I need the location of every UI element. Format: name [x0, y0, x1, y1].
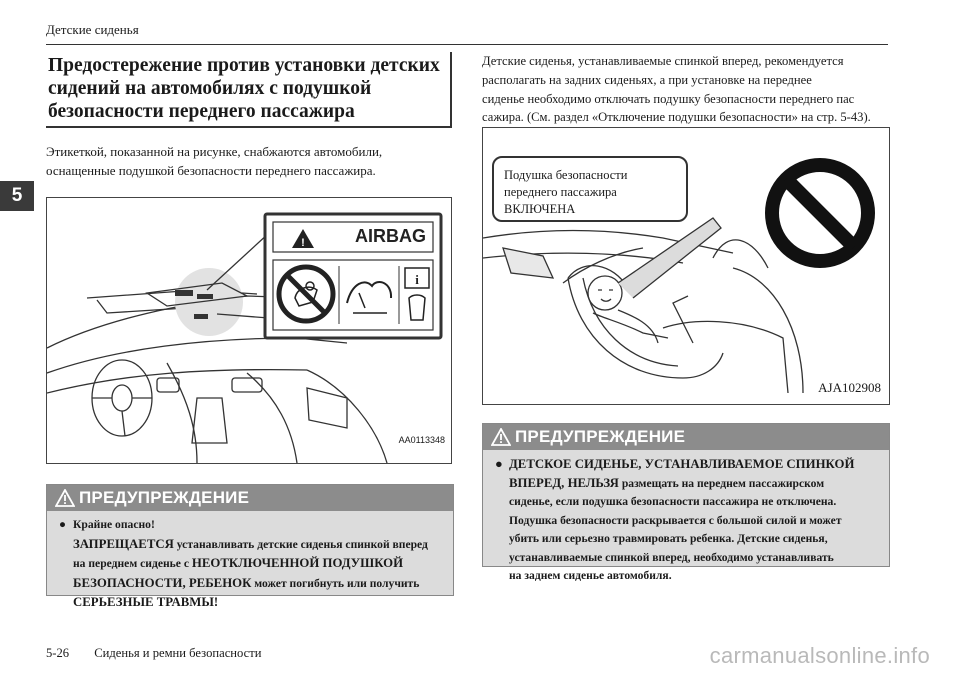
warning-box-right [482, 423, 890, 582]
bullet-icon: ● [495, 457, 503, 471]
running-header: Детские сиденья [46, 22, 139, 37]
warning-line-7: на заднем сиденье автомобиля. [509, 569, 672, 582]
intro-line-1: Этикеткой, показанной на рисунке, снабжаются автомобили, [46, 144, 383, 159]
heading-line-3: безопасности переднего пассажира [48, 101, 355, 122]
warning-title: ПРЕДУПРЕЖДЕНИЕ [79, 488, 250, 507]
page-number: 5-26 [46, 646, 70, 660]
heading-line-1: Предостережение против установки детских [48, 55, 440, 76]
warning-lead-line [59, 516, 443, 535]
recommendation-line-1: Детские сиденья, устанавливаемые спинкой вперед, рекомендуется [482, 54, 844, 68]
page-footer [46, 646, 261, 661]
warning-line-2 [59, 554, 443, 574]
figure1-code: AA0113348 [398, 435, 445, 445]
warning-header [483, 424, 889, 450]
bullet-icon: ● [59, 518, 67, 531]
recommendation-line-4: сажира. (См. раздел «Отключение подушки безопасности» на стр. 5-43). [482, 110, 871, 125]
chapter-tab: 5 [0, 181, 34, 211]
warning-line-4: СЕРЬЕЗНЫЕ ТРАВМЫ! [73, 595, 219, 609]
warning-line-2 [495, 474, 879, 494]
section-heading [46, 52, 452, 128]
intro-line-2: оснащенные подушкой безопасности переднего пассажира. [46, 163, 376, 178]
warning-line-6: устанавливаемые спинкой вперед, необходимо устанавливать [509, 550, 834, 564]
footer-section-title: Сиденья и ремни безопасности [94, 646, 262, 660]
warning-triangle-icon [491, 428, 511, 446]
recommendation-line-3: сиденье необходимо отключать подушку безопасности переднего пас [482, 91, 855, 106]
heading-line-2: сидений на автомобилях с подушкой [48, 78, 372, 99]
warning-line-3 [59, 574, 443, 594]
warning-caps: ДЕТСКОЕ СИДЕНЬЕ, УСТАНАВЛИВАЕМОЕ СПИНКОЙ [509, 457, 855, 471]
warning-triangle-icon [55, 489, 75, 507]
warning-title: ПРЕДУПРЕЖДЕНИЕ [515, 427, 686, 446]
warning-text: размещать на переднем пассажирском [618, 476, 825, 490]
callout-line-2: переднего пассажира [504, 185, 617, 199]
callout-line-1: Подушка безопасности [504, 168, 628, 182]
svg-text:!: ! [301, 237, 305, 249]
warning-line-1 [495, 455, 879, 474]
warning-text: устанавливать детские сиденья спинкой вперед [173, 537, 428, 551]
warning-line-1 [59, 535, 443, 555]
svg-text:i: i [415, 272, 419, 287]
warning-body [483, 450, 889, 592]
warning-text: может погибнуть или получить [251, 576, 420, 590]
airbag-label-text: AIRBAG [355, 226, 426, 246]
warning-line-3: сиденье, если подушка безопасности пассажира не отключена. [509, 495, 837, 508]
warning-lead: Крайне опасно! [73, 518, 155, 531]
figure2-code: AJA102908 [818, 380, 881, 395]
warning-box-left [46, 484, 454, 609]
warning-caps: ЗАПРЕЩАЕТСЯ [73, 536, 174, 551]
airbag-label-figure [46, 197, 452, 464]
airbag-on-callout [492, 156, 688, 222]
warning-header [47, 485, 453, 511]
warning-text: на переднем сиденье с [73, 557, 192, 570]
warning-caps: ВПЕРЕД, НЕЛЬЗЯ [509, 475, 619, 490]
recommendation-line-2: располагать на задних сиденьях, а при установке на переднее [482, 72, 812, 87]
intro-paragraph [46, 142, 452, 180]
recommendation-paragraph [482, 52, 892, 127]
warning-body [47, 511, 453, 618]
warning-line-5: убить или серьезно травмировать ребенка. Детские сиденья, [509, 532, 828, 545]
callout-line-3: ВКЛЮЧЕНА [504, 202, 576, 216]
warning-caps: НЕОТКЛЮЧЕННОЙ ПОДУШКОЙ [191, 556, 404, 570]
header-rule [46, 44, 888, 45]
warning-line-4: Подушка безопасности раскрывается с большой силой и может [509, 513, 842, 527]
watermark: carmanualsonline.info [709, 643, 930, 668]
warning-caps: БЕЗОПАСНОСТИ, РЕБЕНОК [73, 575, 252, 590]
